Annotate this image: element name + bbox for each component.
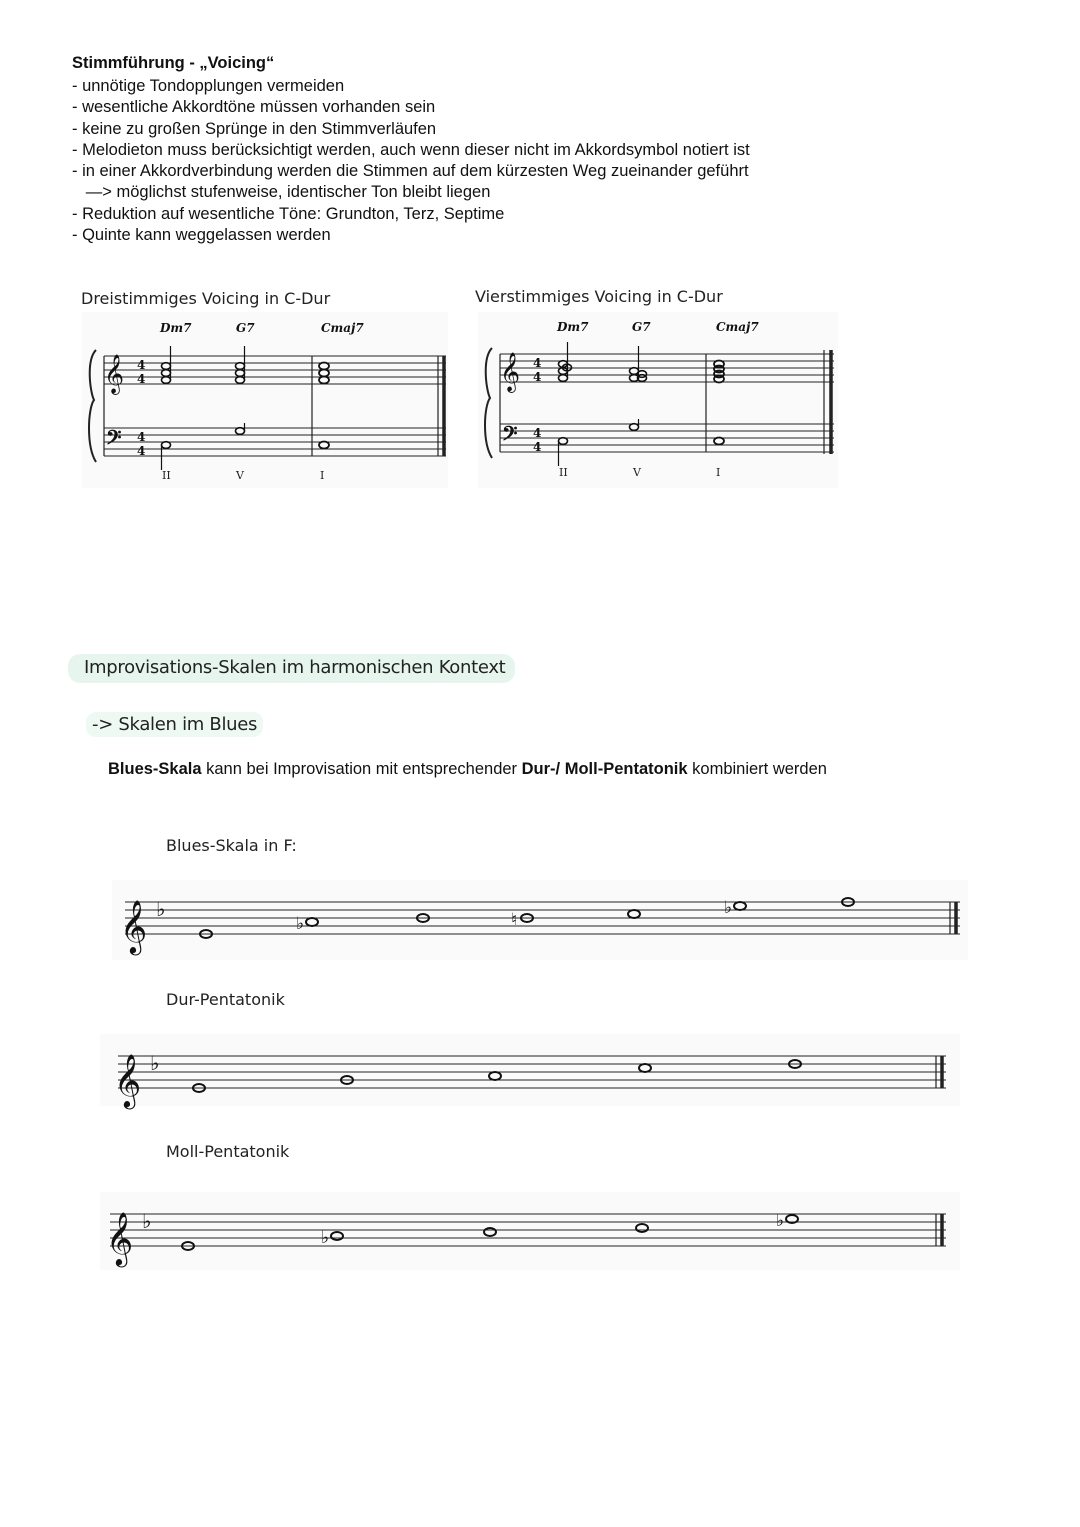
flat-accidental-icon: ♭ [724, 898, 733, 918]
list-item: - in einer Akkordverbindung werden die Stimmen auf dem kürzesten Weg zueinander geführt [72, 162, 749, 181]
degree-label: V [236, 469, 244, 482]
major-pentatonic-staff [100, 1034, 960, 1109]
natural-accidental-icon: ♮ [511, 910, 518, 930]
svg-text:4: 4 [137, 444, 146, 458]
list-item: - Quinte kann weggelassen werden [72, 226, 331, 245]
flat-key-signature-icon: ♭ [150, 1051, 160, 1075]
minor-pentatonic-staff [100, 1192, 960, 1270]
improv-subheading: -> Skalen im Blues [86, 712, 263, 737]
major-pentatonic-caption: Dur-Pentatonik [166, 990, 285, 1009]
list-item: - unnötige Tondopplungen vermeiden [72, 77, 345, 95]
svg-text:4: 4 [137, 358, 146, 372]
degree-label: I [320, 469, 325, 482]
list-item: - Melodieton muss berücksichtigt werden, auch wenn dieser nicht im Akkordsymbol notiert ist [72, 140, 750, 159]
flat-key-signature-icon: ♭ [156, 897, 166, 921]
chord-symbol-g7: G7 [632, 320, 651, 334]
chord-symbol-dm7: Dm7 [557, 320, 589, 334]
svg-text:4: 4 [533, 370, 542, 384]
flat-key-signature-icon: ♭ [142, 1209, 152, 1233]
flat-accidental-icon: ♭ [776, 1211, 785, 1231]
section-title-voicing: Stimmführung - „Voicing“ [72, 54, 275, 72]
list-item: - keine zu großen Sprünge in den Stimmverläufen [72, 119, 437, 138]
pentatonic-term: Dur-/ Moll-Pentatonik [521, 760, 688, 778]
flat-accidental-icon: ♭ [296, 914, 305, 934]
degree-label: II [162, 469, 171, 482]
treble-clef-icon: 𝄞 [120, 899, 148, 953]
improv-heading: Improvisations-Skalen im harmonischen Kontext [68, 654, 515, 683]
score-background [112, 880, 968, 960]
treble-clef-icon: 𝄞 [104, 354, 125, 394]
chord-symbol-dm7: Dm7 [160, 321, 192, 335]
score-background [100, 1192, 960, 1270]
flat-accidental-icon: ♭ [321, 1228, 330, 1248]
three-voice-caption: Dreistimmiges Voicing in C-Dur [81, 289, 331, 308]
blues-scale-staff [112, 880, 968, 960]
blues-scale-caption: Blues-Skala in F: [166, 836, 297, 855]
treble-clef-icon: 𝄞 [106, 1211, 134, 1265]
text: kombiniert werden [687, 760, 827, 778]
degree-label: I [716, 466, 721, 479]
svg-text:4: 4 [533, 426, 542, 440]
blues-scale-term: Blues-Skala [108, 760, 202, 778]
svg-text:4: 4 [533, 440, 542, 454]
bass-clef-icon: 𝄢 [106, 425, 122, 454]
svg-text:4: 4 [137, 430, 146, 444]
list-item: —> möglichst stufenweise, identischer Ton bleibt liegen [72, 183, 491, 202]
score-background [100, 1034, 960, 1106]
text: kann bei Improvisation mit entsprechender [201, 760, 522, 778]
list-item: - Reduktion auf wesentliche Töne: Grundton, Terz, Septime [72, 204, 505, 223]
chord-symbol-cmaj7: Cmaj7 [321, 321, 364, 335]
chord-symbol-g7: G7 [236, 321, 255, 335]
chord-symbol-cmaj7: Cmaj7 [716, 320, 759, 334]
bass-clef-icon: 𝄢 [502, 421, 518, 450]
treble-clef-icon: 𝄞 [114, 1053, 142, 1107]
degree-label: II [559, 466, 568, 479]
list-item: - wesentliche Akkordtöne müssen vorhanden sein [72, 98, 436, 117]
svg-text:4: 4 [533, 356, 542, 370]
treble-clef-icon: 𝄞 [500, 352, 521, 392]
svg-text:4: 4 [137, 372, 146, 386]
minor-pentatonic-caption: Moll-Pentatonik [166, 1142, 290, 1161]
four-voice-caption: Vierstimmiges Voicing in C-Dur [475, 287, 723, 306]
degree-label: V [633, 466, 641, 479]
